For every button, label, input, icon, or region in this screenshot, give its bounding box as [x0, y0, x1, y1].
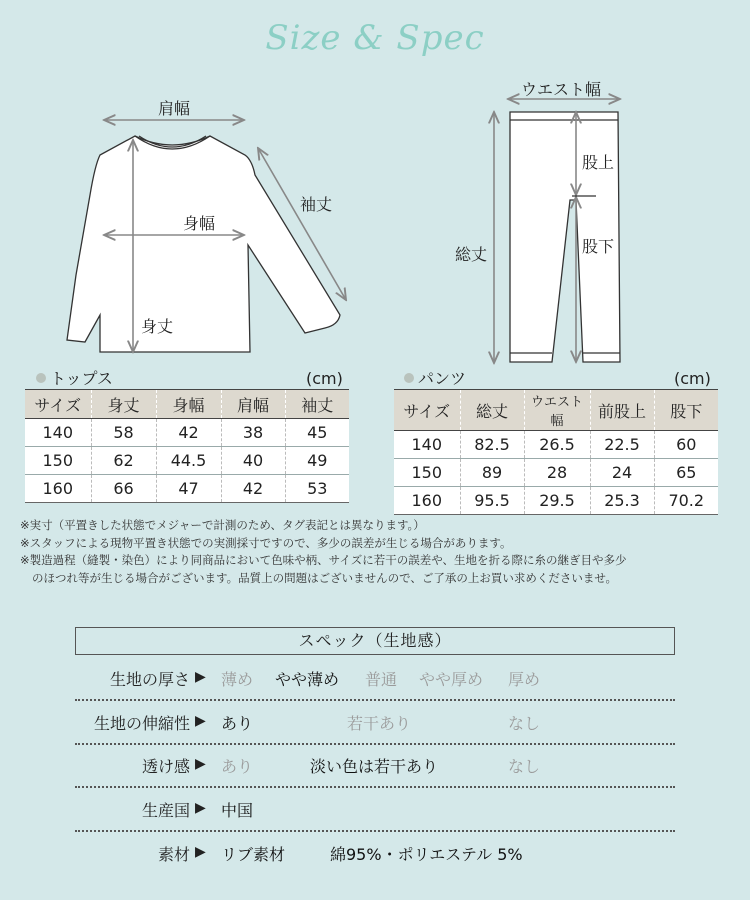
tops-size-table — [25, 389, 349, 503]
tops-header-sleeve: 袖丈 — [285, 390, 349, 419]
spec-option-selected: 淡い色は若干あり — [310, 757, 439, 776]
table-cell: 62 — [91, 447, 156, 475]
bullet-icon — [36, 373, 46, 383]
label-inseam: 股下 — [582, 237, 615, 256]
label-length: 身丈 — [141, 317, 174, 336]
spec-option: なし — [508, 757, 541, 776]
table-cell: 49 — [285, 447, 349, 475]
table-row — [394, 431, 718, 459]
table-cell: 95.5 — [460, 487, 524, 515]
label-total: 総丈 — [455, 245, 488, 264]
table-row — [25, 475, 349, 503]
spec-value: 綿95%・ポリエステル 5% — [330, 845, 523, 864]
table-cell: 58 — [91, 419, 156, 447]
spec-row-stretch — [75, 699, 675, 745]
table-cell: 42 — [156, 419, 221, 447]
triangle-right-icon: ▶ — [195, 800, 206, 816]
table-cell: 28 — [524, 459, 590, 487]
note-line: ※実寸（平置きした状態でメジャーで計測のため、タグ表記とは異なります。） — [20, 518, 425, 532]
spec-label: 生地の伸縮性 — [93, 714, 190, 733]
label-body-width: 身幅 — [183, 214, 216, 233]
pants-header-total: 総丈 — [460, 390, 524, 431]
spec-row-material — [75, 830, 675, 874]
table-cell: 150 — [25, 447, 91, 475]
garment-diagram — [0, 0, 750, 370]
tops-header-size: サイズ — [25, 390, 91, 419]
spec-option-selected: あり — [221, 714, 254, 733]
table-cell: 53 — [285, 475, 349, 503]
spec-label: 素材 — [157, 845, 190, 864]
spec-option: 厚め — [508, 670, 541, 689]
table-row — [394, 459, 718, 487]
table-cell: 42 — [221, 475, 285, 503]
pants-title: パンツ — [404, 366, 466, 389]
spec-label: 生地の厚さ — [109, 670, 190, 689]
triangle-right-icon: ▶ — [195, 756, 206, 772]
table-cell: 140 — [25, 419, 91, 447]
table-cell: 89 — [460, 459, 524, 487]
spec-option: 普通 — [365, 670, 398, 689]
spec-option: 薄め — [221, 670, 254, 689]
tops-header-shoulder: 肩幅 — [221, 390, 285, 419]
spec-row-thickness — [75, 655, 675, 701]
spec-value: リブ素材 — [221, 845, 286, 864]
spec-title: スペック（生地感） — [75, 627, 675, 655]
pants-header-rise: 前股上 — [590, 390, 654, 431]
tops-unit: (cm) — [306, 369, 343, 388]
table-cell: 140 — [394, 431, 460, 459]
table-cell: 29.5 — [524, 487, 590, 515]
triangle-right-icon: ▶ — [195, 713, 206, 729]
triangle-right-icon: ▶ — [195, 844, 206, 860]
tshirt-outline — [67, 136, 340, 352]
spec-row-sheer — [75, 742, 675, 788]
tops-title: トップス — [36, 366, 113, 389]
table-cell: 47 — [156, 475, 221, 503]
table-cell: 44.5 — [156, 447, 221, 475]
triangle-right-icon: ▶ — [195, 669, 206, 685]
spec-option: あり — [221, 757, 254, 776]
table-cell: 66 — [91, 475, 156, 503]
spec-value: 中国 — [221, 801, 254, 820]
note-line: のほつれ等が生じる場合がございます。品質上の問題はございませんので、ご了承の上お買い求めくださいませ。 — [32, 570, 617, 585]
table-cell: 24 — [590, 459, 654, 487]
table-cell: 38 — [221, 419, 285, 447]
pants-size-table — [394, 389, 718, 515]
table-cell: 160 — [394, 487, 460, 515]
spec-option: 若干あり — [347, 714, 412, 733]
pants-header-waist: ウエスト幅 — [524, 390, 590, 431]
spec-option: なし — [508, 714, 541, 733]
spec-option: やや厚め — [419, 670, 484, 689]
label-waist: ウエスト幅 — [521, 80, 602, 99]
table-row — [25, 419, 349, 447]
table-cell: 150 — [394, 459, 460, 487]
label-shoulder: 肩幅 — [158, 99, 191, 118]
table-cell: 22.5 — [590, 431, 654, 459]
page-title: Size & Spec — [265, 18, 485, 58]
table-cell: 25.3 — [590, 487, 654, 515]
spec-label: 透け感 — [141, 757, 190, 776]
spec-label: 生産国 — [141, 801, 190, 820]
note-line: ※製造過程（縫製・染色）により同商品において色味や柄、サイズに若干の誤差や、生地を折る際に糸の継ぎ目や多少 — [20, 553, 627, 567]
table-cell: 60 — [654, 431, 718, 459]
table-row — [394, 487, 718, 515]
tops-header-width: 身幅 — [156, 390, 221, 419]
table-cell: 40 — [221, 447, 285, 475]
table-cell: 26.5 — [524, 431, 590, 459]
pants-header-size: サイズ — [394, 390, 460, 431]
note-line: ※スタッフによる現物平置き状態での実測採寸ですので、多少の誤差が生じる場合があります。 — [20, 535, 512, 550]
spec-option-selected: やや薄め — [275, 670, 340, 689]
table-cell: 45 — [285, 419, 349, 447]
pants-header-inseam: 股下 — [654, 390, 718, 431]
label-sleeve: 袖丈 — [300, 195, 333, 214]
table-row — [25, 447, 349, 475]
table-cell: 65 — [654, 459, 718, 487]
label-rise: 股上 — [582, 153, 615, 172]
table-cell: 82.5 — [460, 431, 524, 459]
table-cell: 70.2 — [654, 487, 718, 515]
tops-header-length: 身丈 — [91, 390, 156, 419]
table-cell: 160 — [25, 475, 91, 503]
notes — [20, 517, 750, 587]
spec-row-origin — [75, 786, 675, 832]
pants-unit: (cm) — [674, 369, 711, 388]
bullet-icon — [404, 373, 414, 383]
